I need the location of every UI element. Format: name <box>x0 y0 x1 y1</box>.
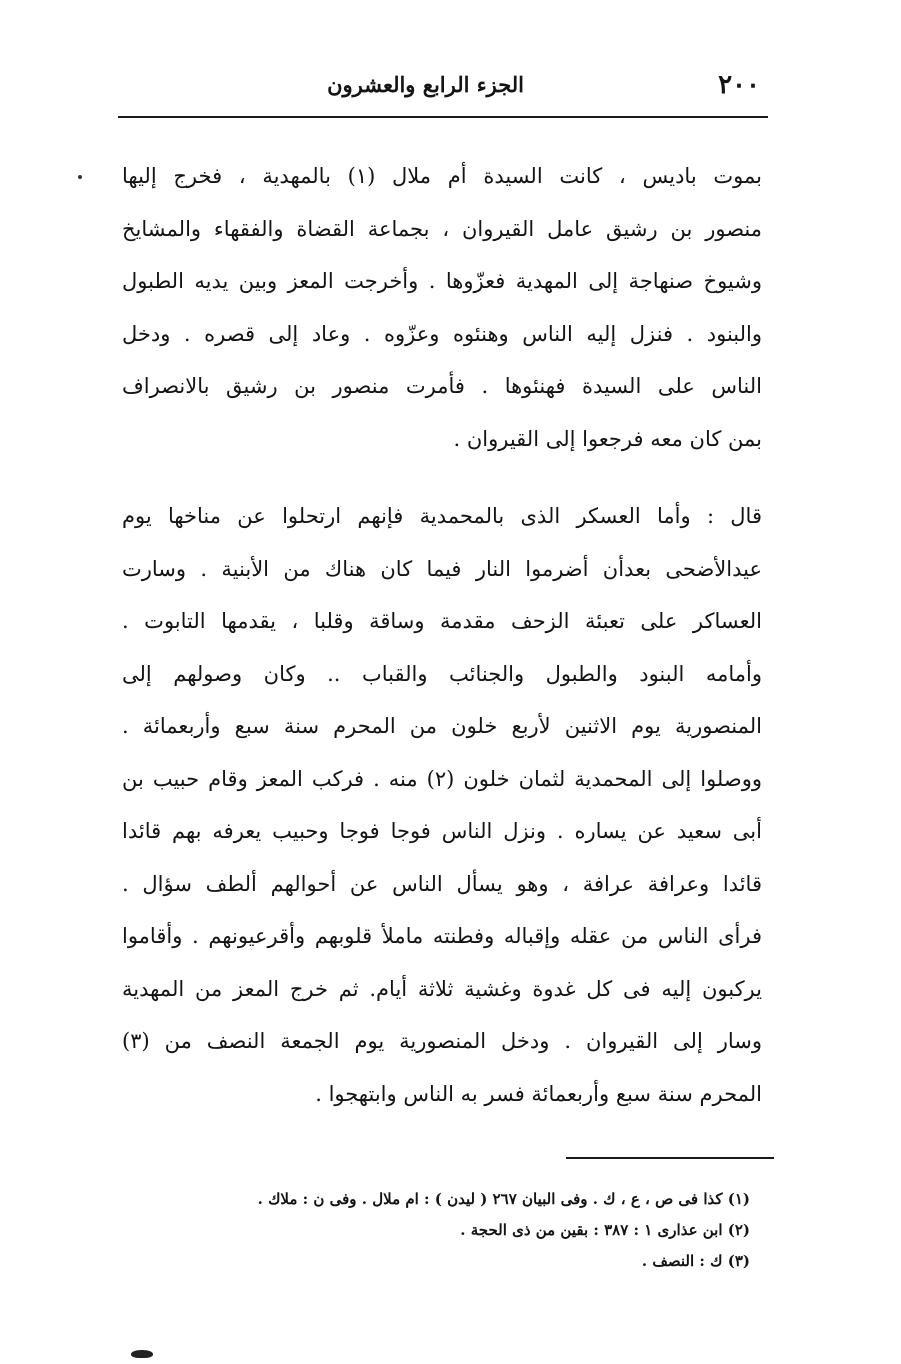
text-line: قائدا وعرافة عرافة ، وهو يسأل الناس عن أحوالهم ألطف سؤال . <box>122 871 762 896</box>
text-line: منصور بن رشيق عامل القيروان ، بجماعة القضاة والفقهاء والمشايخ <box>122 216 762 241</box>
text-line: الناس على السيدة فهنئوها . فأمرت منصور بن رشيق بالانصراف <box>122 374 762 398</box>
text-line: بموت باديس ، كانت السيدة أم ملال (١) بالمهدية ، فخرج إليها <box>122 164 762 188</box>
paragraph-1 <box>122 150 762 465</box>
text-line: والبنود . فنزل إليه الناس وهنئوه وعزّوه . وعاد إلى قصره . ودخل <box>122 321 762 346</box>
text-line: أبى سعيد عن يساره . ونزل الناس فوجا فوجا وحبيب يعرفه بهم قائدا <box>122 819 762 843</box>
footnote-2: (٢) ابن عذارى ١ : ٣٨٧ : بقين من ذى الحجة . <box>460 1221 750 1239</box>
text-line: قال : وأما العسكر الذى بالمحمدية فإنهم ارتحلوا عن مناخها يوم <box>122 504 762 528</box>
header-rule <box>118 116 768 118</box>
text-line: وأمامه البنود والطبول والجنائب والقباب .. وكان وصولهم إلى <box>122 661 762 686</box>
ink-blot <box>131 1350 153 1358</box>
paragraph-2 <box>122 490 762 1120</box>
page-number: ٢٠٠ <box>718 70 760 100</box>
text-line: يركبون إليه فى كل غدوة وغشية ثلاثة أيام. ثم خرج المعز من المهدية <box>122 976 762 1001</box>
text-line: المحرم سنة سبع وأربعمائة فسر به الناس وابتهجوا . <box>315 1081 762 1106</box>
text-line: فرأى الناس من عقله وإقباله وفطنته ماملأ قلوبهم وأقرعيونهم . وأقاموا <box>122 924 762 948</box>
text-line: المنصورية يوم الاثنين لأربع خلون من المحرم سنة سبع وأربعمائة . <box>122 714 762 738</box>
text-line: ووصلوا إلى المحمدية لثمان خلون (٢) منه . فركب المعز وقام حبيب بن <box>122 766 762 791</box>
text-line: بمن كان معه فرجعوا إلى القيروان . <box>453 426 762 451</box>
text-line: العساكر على تعبئة الزحف مقدمة وساقة وقلبا ، يقدمها التابوت . <box>122 609 762 633</box>
running-title: الجزء الرابع والعشرون <box>327 72 524 97</box>
text-line: وشيوخ صنهاجة إلى المهدية فعزّوها . وأخرجت المعز وبين يديه الطبول <box>122 269 762 293</box>
page-header <box>118 70 768 110</box>
footnotes <box>160 1184 750 1277</box>
footnote-rule <box>566 1157 774 1159</box>
footnote-3: (٣) ك : النصف . <box>641 1252 750 1270</box>
text-line: وسار إلى القيروان . ودخل المنصورية يوم الجمعة النصف من (٣) <box>122 1029 762 1053</box>
margin-speck <box>78 175 82 179</box>
text-line: عيدالأضحى بعدأن أضرموا النار فيما كان هناك من الأبنية . وسارت <box>122 556 762 581</box>
footnote-1: (١) كذا فى ص ، ع ، ك . وفى البيان ٢٦٧ ( ليدن ) : ام ملال . وفى ن : ملاك . <box>257 1190 750 1208</box>
